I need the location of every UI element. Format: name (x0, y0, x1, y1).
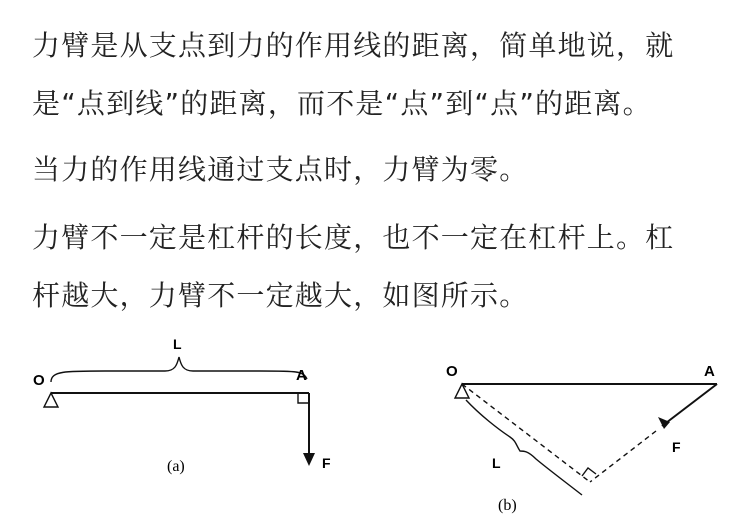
pivot-label: O (446, 363, 458, 380)
text-line: 是“点到线”的距离，而不是“点”到“点”的距离。 (32, 87, 652, 120)
right-angle-mark (298, 393, 308, 403)
end-label: A (704, 363, 715, 380)
text-line: 当力的作用线通过支点时，力臂为零。 (32, 153, 529, 186)
force-arrowhead (658, 417, 670, 429)
caption-b: (b) (498, 497, 517, 514)
text-line: 力臂是从支点到力的作用线的距离，简单地说，就 (32, 29, 675, 62)
pivot-triangle (455, 384, 469, 398)
end-label: A (296, 367, 307, 384)
text-line: 杆越大，力臂不一定越大，如图所示。 (32, 279, 529, 312)
pivot-triangle (44, 393, 58, 407)
paragraph-lever-arm-definition (32, 17, 732, 133)
force-arrowhead (303, 453, 315, 466)
paragraph-arm-not-length (32, 209, 732, 325)
diagram-b (440, 355, 740, 515)
arm-line (462, 384, 590, 482)
force-line (662, 384, 717, 426)
force-label: F (672, 439, 681, 455)
force-label: F (322, 455, 331, 471)
pivot-label: O (33, 372, 45, 389)
paragraph-zero-arm (32, 150, 732, 190)
arm-label: L (492, 455, 501, 471)
diagram-a (25, 335, 385, 495)
arm-brace (51, 357, 307, 382)
caption-a: (a) (167, 458, 185, 475)
force-extension (590, 431, 656, 482)
arm-brace (466, 400, 582, 495)
text-line: 力臂不一定是杠杆的长度，也不一定在杠杆上。杠 (32, 221, 675, 254)
right-angle-mark (582, 468, 596, 476)
arm-label: L (173, 336, 182, 352)
